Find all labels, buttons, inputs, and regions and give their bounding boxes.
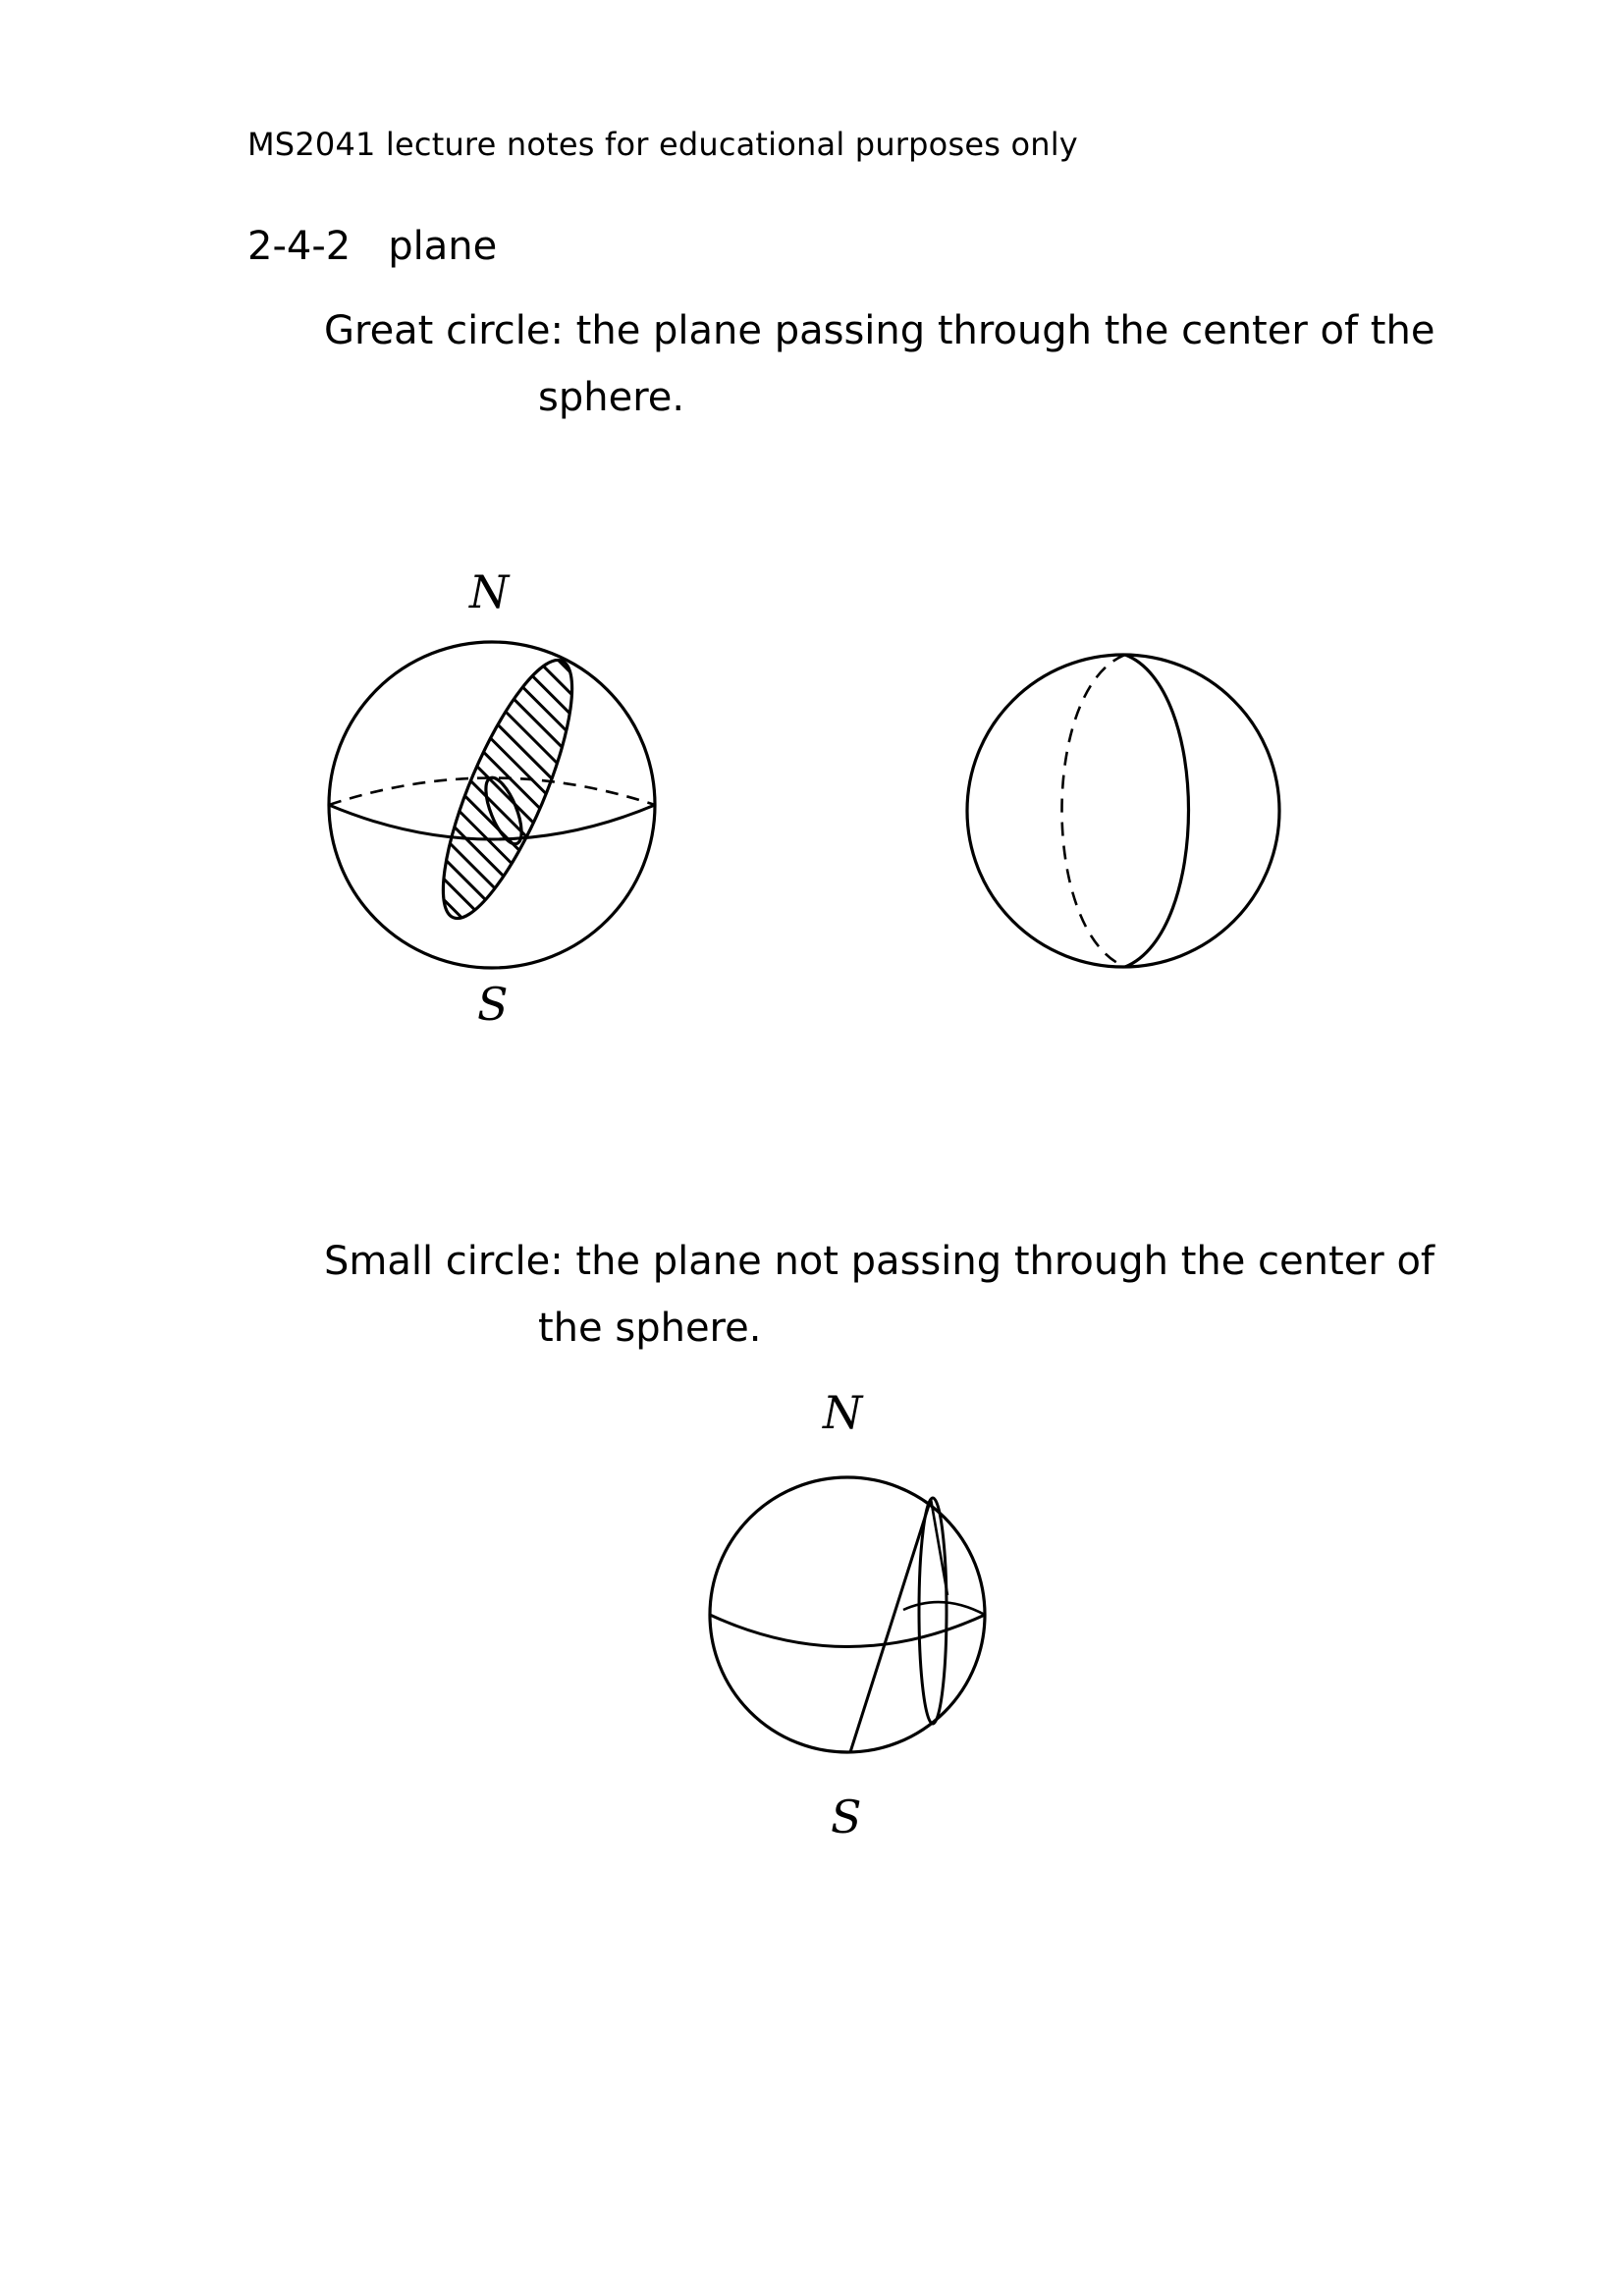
great-circle-hatched-sphere: [295, 609, 687, 1001]
great-circle-definition-line2: sphere.: [538, 375, 685, 420]
meridian-back-dashed: [1062, 655, 1126, 967]
equator-front: [710, 1615, 985, 1647]
great-circle-south-label: S: [477, 978, 509, 1031]
meridian-front-solid: [1125, 655, 1189, 967]
equator-back-partial: [903, 1602, 985, 1615]
great-circle-meridian-sphere: [943, 628, 1296, 982]
great-circle-plane: [295, 609, 687, 1001]
sphere-outline: [967, 655, 1279, 967]
small-circle-definition-line1: Small circle: the plane not passing through the center of: [324, 1239, 1435, 1284]
great-circle-definition-line1: Great circle: the plane passing through the center of the: [324, 308, 1435, 353]
small-circle-sphere: [687, 1453, 1021, 1787]
section-heading: [247, 224, 497, 269]
running-header: MS2041 lecture notes for educational purposes only: [247, 126, 1078, 163]
small-circle-south-label: S: [831, 1790, 862, 1843]
small-circle-ellipse: [919, 1498, 947, 1724]
sphere-outline: [710, 1477, 985, 1752]
section-title: plane: [388, 224, 498, 269]
section-number: 2-4-2: [247, 224, 352, 269]
small-circle-north-label: N: [823, 1386, 863, 1439]
great-circle-north-label: N: [469, 565, 510, 618]
small-circle-definition-line2: the sphere.: [538, 1306, 762, 1351]
